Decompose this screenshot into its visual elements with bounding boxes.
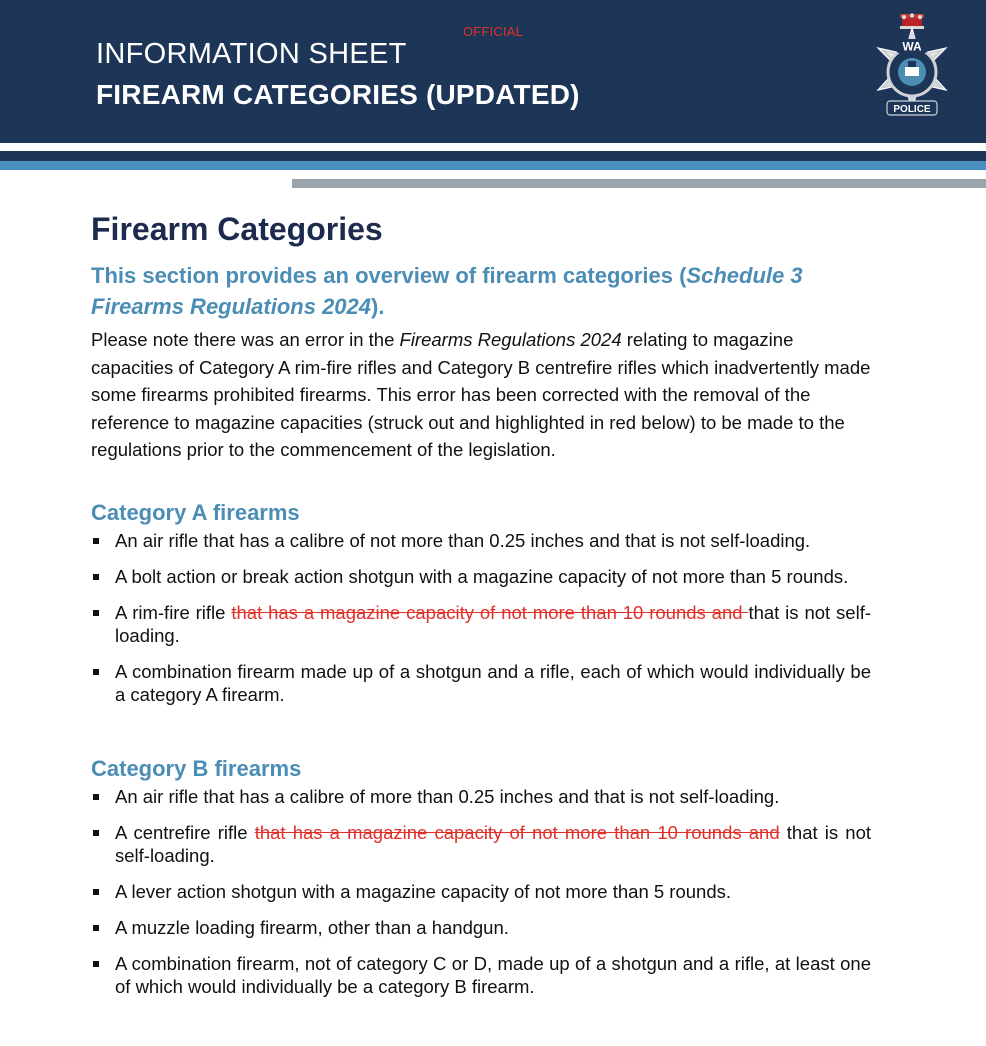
list-item-text: An air rifle that has a calibre of more than 0.25 inches and that is not self-loading. bbox=[115, 785, 780, 807]
struck-text: that has a magazine capacity of not more than 10 rounds and bbox=[254, 821, 780, 843]
list-item-text: A lever action shotgun with a magazine capacity of not more than 5 rounds. bbox=[115, 880, 732, 902]
bullet-icon bbox=[93, 669, 99, 675]
header-divider-grey bbox=[292, 179, 986, 188]
header-divider-blue bbox=[0, 161, 986, 170]
list-item-text: A bolt action or break action shotgun with a magazine capacity of not more than 5 rounds. bbox=[115, 565, 849, 587]
bullet-icon bbox=[93, 538, 99, 544]
badge-text-bottom: POLICE bbox=[893, 104, 931, 115]
category-b-section bbox=[91, 754, 871, 998]
bullet-icon bbox=[93, 925, 99, 931]
bullet-icon bbox=[93, 574, 99, 580]
document-header bbox=[0, 0, 986, 143]
category-a-heading: Category A firearms bbox=[91, 499, 300, 525]
list-item-text: A combination firearm made up of a shotgun and a rifle, each of which would individually be a category A firearm. bbox=[115, 660, 871, 705]
note-italic: Firearms Regulations 2024 bbox=[399, 329, 622, 350]
classification-marking: OFFICIAL bbox=[463, 24, 524, 39]
category-b-heading: Category B firearms bbox=[91, 755, 302, 781]
list-item-text: A centrefire rifle bbox=[115, 821, 255, 843]
sheet-title: FIREARM CATEGORIES (UPDATED) bbox=[96, 79, 580, 110]
page-title: Firearm Categories bbox=[91, 211, 383, 247]
list-item bbox=[91, 952, 871, 998]
category-a-list bbox=[91, 529, 871, 706]
lead-suffix: ). bbox=[371, 294, 385, 319]
note-part1: Please note there was an error in the bbox=[91, 329, 400, 350]
wa-police-badge-icon bbox=[862, 12, 962, 130]
list-item bbox=[91, 916, 871, 939]
header-divider-navy bbox=[0, 151, 986, 161]
list-item bbox=[91, 565, 871, 588]
list-item-text: An air rifle that has a calibre of not more than 0.25 inches and that is not self-loading. bbox=[115, 529, 811, 551]
correction-note bbox=[91, 326, 871, 464]
bullet-icon bbox=[93, 794, 99, 800]
list-item bbox=[91, 785, 871, 808]
list-item-text: A rim-fire rifle bbox=[115, 601, 232, 623]
list-item-text: that is not self-loading. bbox=[115, 821, 872, 866]
header-divider-white bbox=[0, 143, 986, 151]
main-content bbox=[91, 206, 871, 1011]
list-item bbox=[91, 880, 871, 903]
badge-text-top: WA bbox=[902, 39, 922, 54]
list-item bbox=[91, 821, 871, 867]
list-item-text: A muzzle loading firearm, other than a handgun. bbox=[115, 916, 509, 938]
list-item bbox=[91, 529, 871, 552]
bullet-icon bbox=[93, 889, 99, 895]
struck-text: that has a magazine capacity of not more than 10 rounds and bbox=[231, 601, 749, 623]
lead-prefix: This section provides an overview of firearm categories ( bbox=[91, 263, 687, 288]
list-item-text: that is not self-loading. bbox=[115, 601, 871, 646]
lead-italic: Schedule 3 Firearms Regulations 2024 bbox=[91, 263, 803, 319]
list-item-text: A combination firearm, not of category C or D, made up of a shotgun and a rifle, at least one of which would individually be a category B firearm. bbox=[115, 952, 871, 997]
section-lead bbox=[91, 260, 871, 322]
category-b-list bbox=[91, 785, 871, 998]
list-item bbox=[91, 660, 871, 706]
sheet-label: INFORMATION SHEET bbox=[96, 38, 407, 70]
category-a-section bbox=[91, 498, 871, 706]
bullet-icon bbox=[93, 610, 99, 616]
bullet-icon bbox=[93, 830, 99, 836]
bullet-icon bbox=[93, 961, 99, 967]
list-item bbox=[91, 601, 871, 647]
note-part2: relating to magazine capacities of Category A rim-fire rifles and Category B centrefire rifles which inadvertently made some firearms prohibited firearms. This error has been corrected with the removal of the reference to magazine capacities (struck out and highlighted in red below) to be made to the regulations prior to the commencement of the legislation. bbox=[91, 329, 871, 460]
